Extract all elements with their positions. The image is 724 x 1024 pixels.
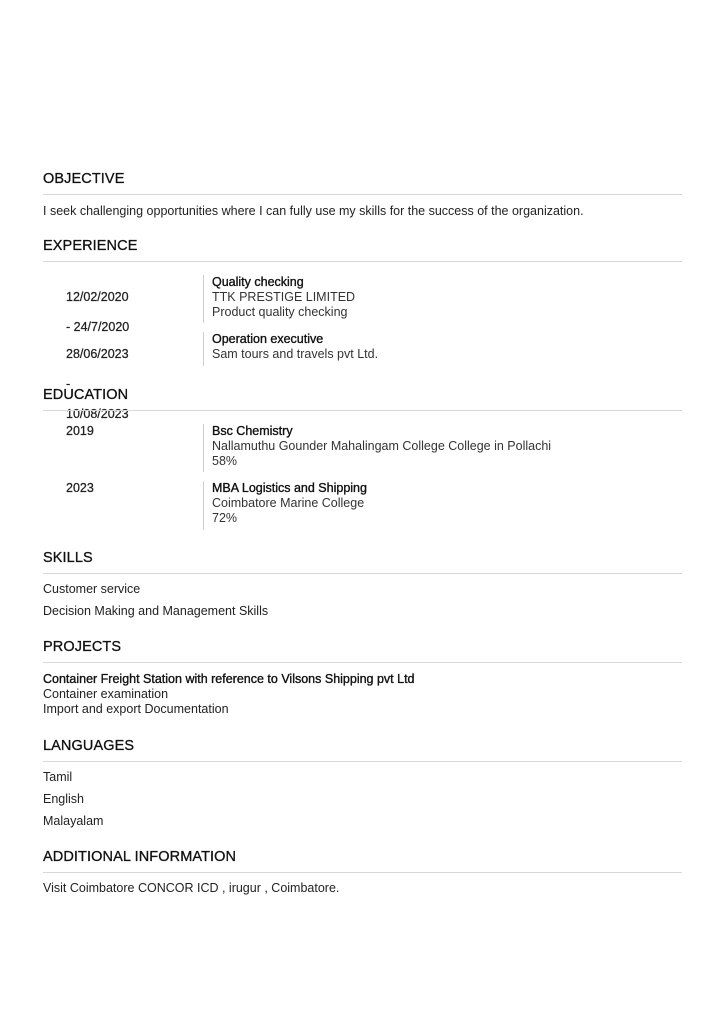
additional-divider xyxy=(43,872,682,873)
education-year: 2019 xyxy=(66,424,94,438)
projects-title: PROJECTS xyxy=(43,639,122,655)
education-score: 72% xyxy=(212,511,238,525)
projects-divider xyxy=(43,662,682,663)
experience-date-sep: - xyxy=(66,377,71,391)
education-school: Nallamuthu Gounder Mahalingam College College in Pollachi xyxy=(212,439,552,453)
experience-detail: Product quality checking xyxy=(212,305,348,319)
education-divider xyxy=(43,410,682,411)
education-score: 58% xyxy=(212,454,238,468)
experience-divider xyxy=(43,261,682,262)
languages-divider xyxy=(43,761,682,762)
additional-text: Visit Coimbatore CONCOR ICD , irugur , Coimbatore. xyxy=(43,881,340,895)
experience-body xyxy=(212,332,672,362)
experience-section xyxy=(43,238,682,262)
project-line: Import and export Documentation xyxy=(43,702,229,716)
education-year: 2023 xyxy=(66,481,94,495)
education-body xyxy=(212,424,672,469)
experience-date-end: 10/08/2023 xyxy=(66,407,129,421)
languages-title: LANGUAGES xyxy=(43,738,135,754)
experience-date-start: 12/02/2020 xyxy=(66,290,129,304)
education-degree: MBA Logistics and Shipping xyxy=(212,481,367,495)
education-degree: Bsc Chemistry xyxy=(212,424,293,438)
experience-divider-bar xyxy=(203,275,204,323)
project-name: Container Freight Station with reference to Vilsons Shipping pvt Ltd xyxy=(43,672,415,686)
education-school: Coimbatore Marine College xyxy=(212,496,365,510)
objective-section xyxy=(43,171,682,219)
skills-title: SKILLS xyxy=(43,550,93,566)
experience-date-start: 28/06/2023 xyxy=(66,347,129,361)
education-section xyxy=(43,387,682,411)
education-divider-bar xyxy=(203,424,204,472)
experience-body xyxy=(212,275,672,320)
objective-text: I seek challenging opportunities where I can fully use my skills for the success of the organization. xyxy=(43,204,584,218)
experience-date-end: - 24/7/2020 xyxy=(66,320,130,334)
experience-role: Quality checking xyxy=(212,275,304,289)
education-divider-bar xyxy=(203,481,204,530)
experience-date xyxy=(66,332,206,437)
language-item: Malayalam xyxy=(43,814,104,828)
skill-item: Customer service xyxy=(43,582,141,596)
experience-company: TTK PRESTIGE LIMITED xyxy=(212,290,356,304)
skills-divider xyxy=(43,573,682,574)
education-title: EDUCATION xyxy=(43,387,129,403)
project-block xyxy=(43,672,415,717)
skills-section xyxy=(43,550,682,574)
languages-section xyxy=(43,738,682,762)
language-item: Tamil xyxy=(43,770,73,784)
experience-company: Sam tours and travels pvt Ltd. xyxy=(212,347,379,361)
education-body xyxy=(212,481,672,526)
objective-divider xyxy=(43,194,682,195)
additional-section xyxy=(43,849,682,873)
additional-title: ADDITIONAL INFORMATION xyxy=(43,849,237,865)
experience-role: Operation executive xyxy=(212,332,324,346)
project-line: Container examination xyxy=(43,687,169,701)
experience-divider-bar xyxy=(203,332,204,366)
experience-title: EXPERIENCE xyxy=(43,238,138,254)
skill-item: Decision Making and Management Skills xyxy=(43,604,269,618)
projects-section xyxy=(43,639,682,663)
language-item: English xyxy=(43,792,84,806)
objective-title: OBJECTIVE xyxy=(43,171,125,187)
